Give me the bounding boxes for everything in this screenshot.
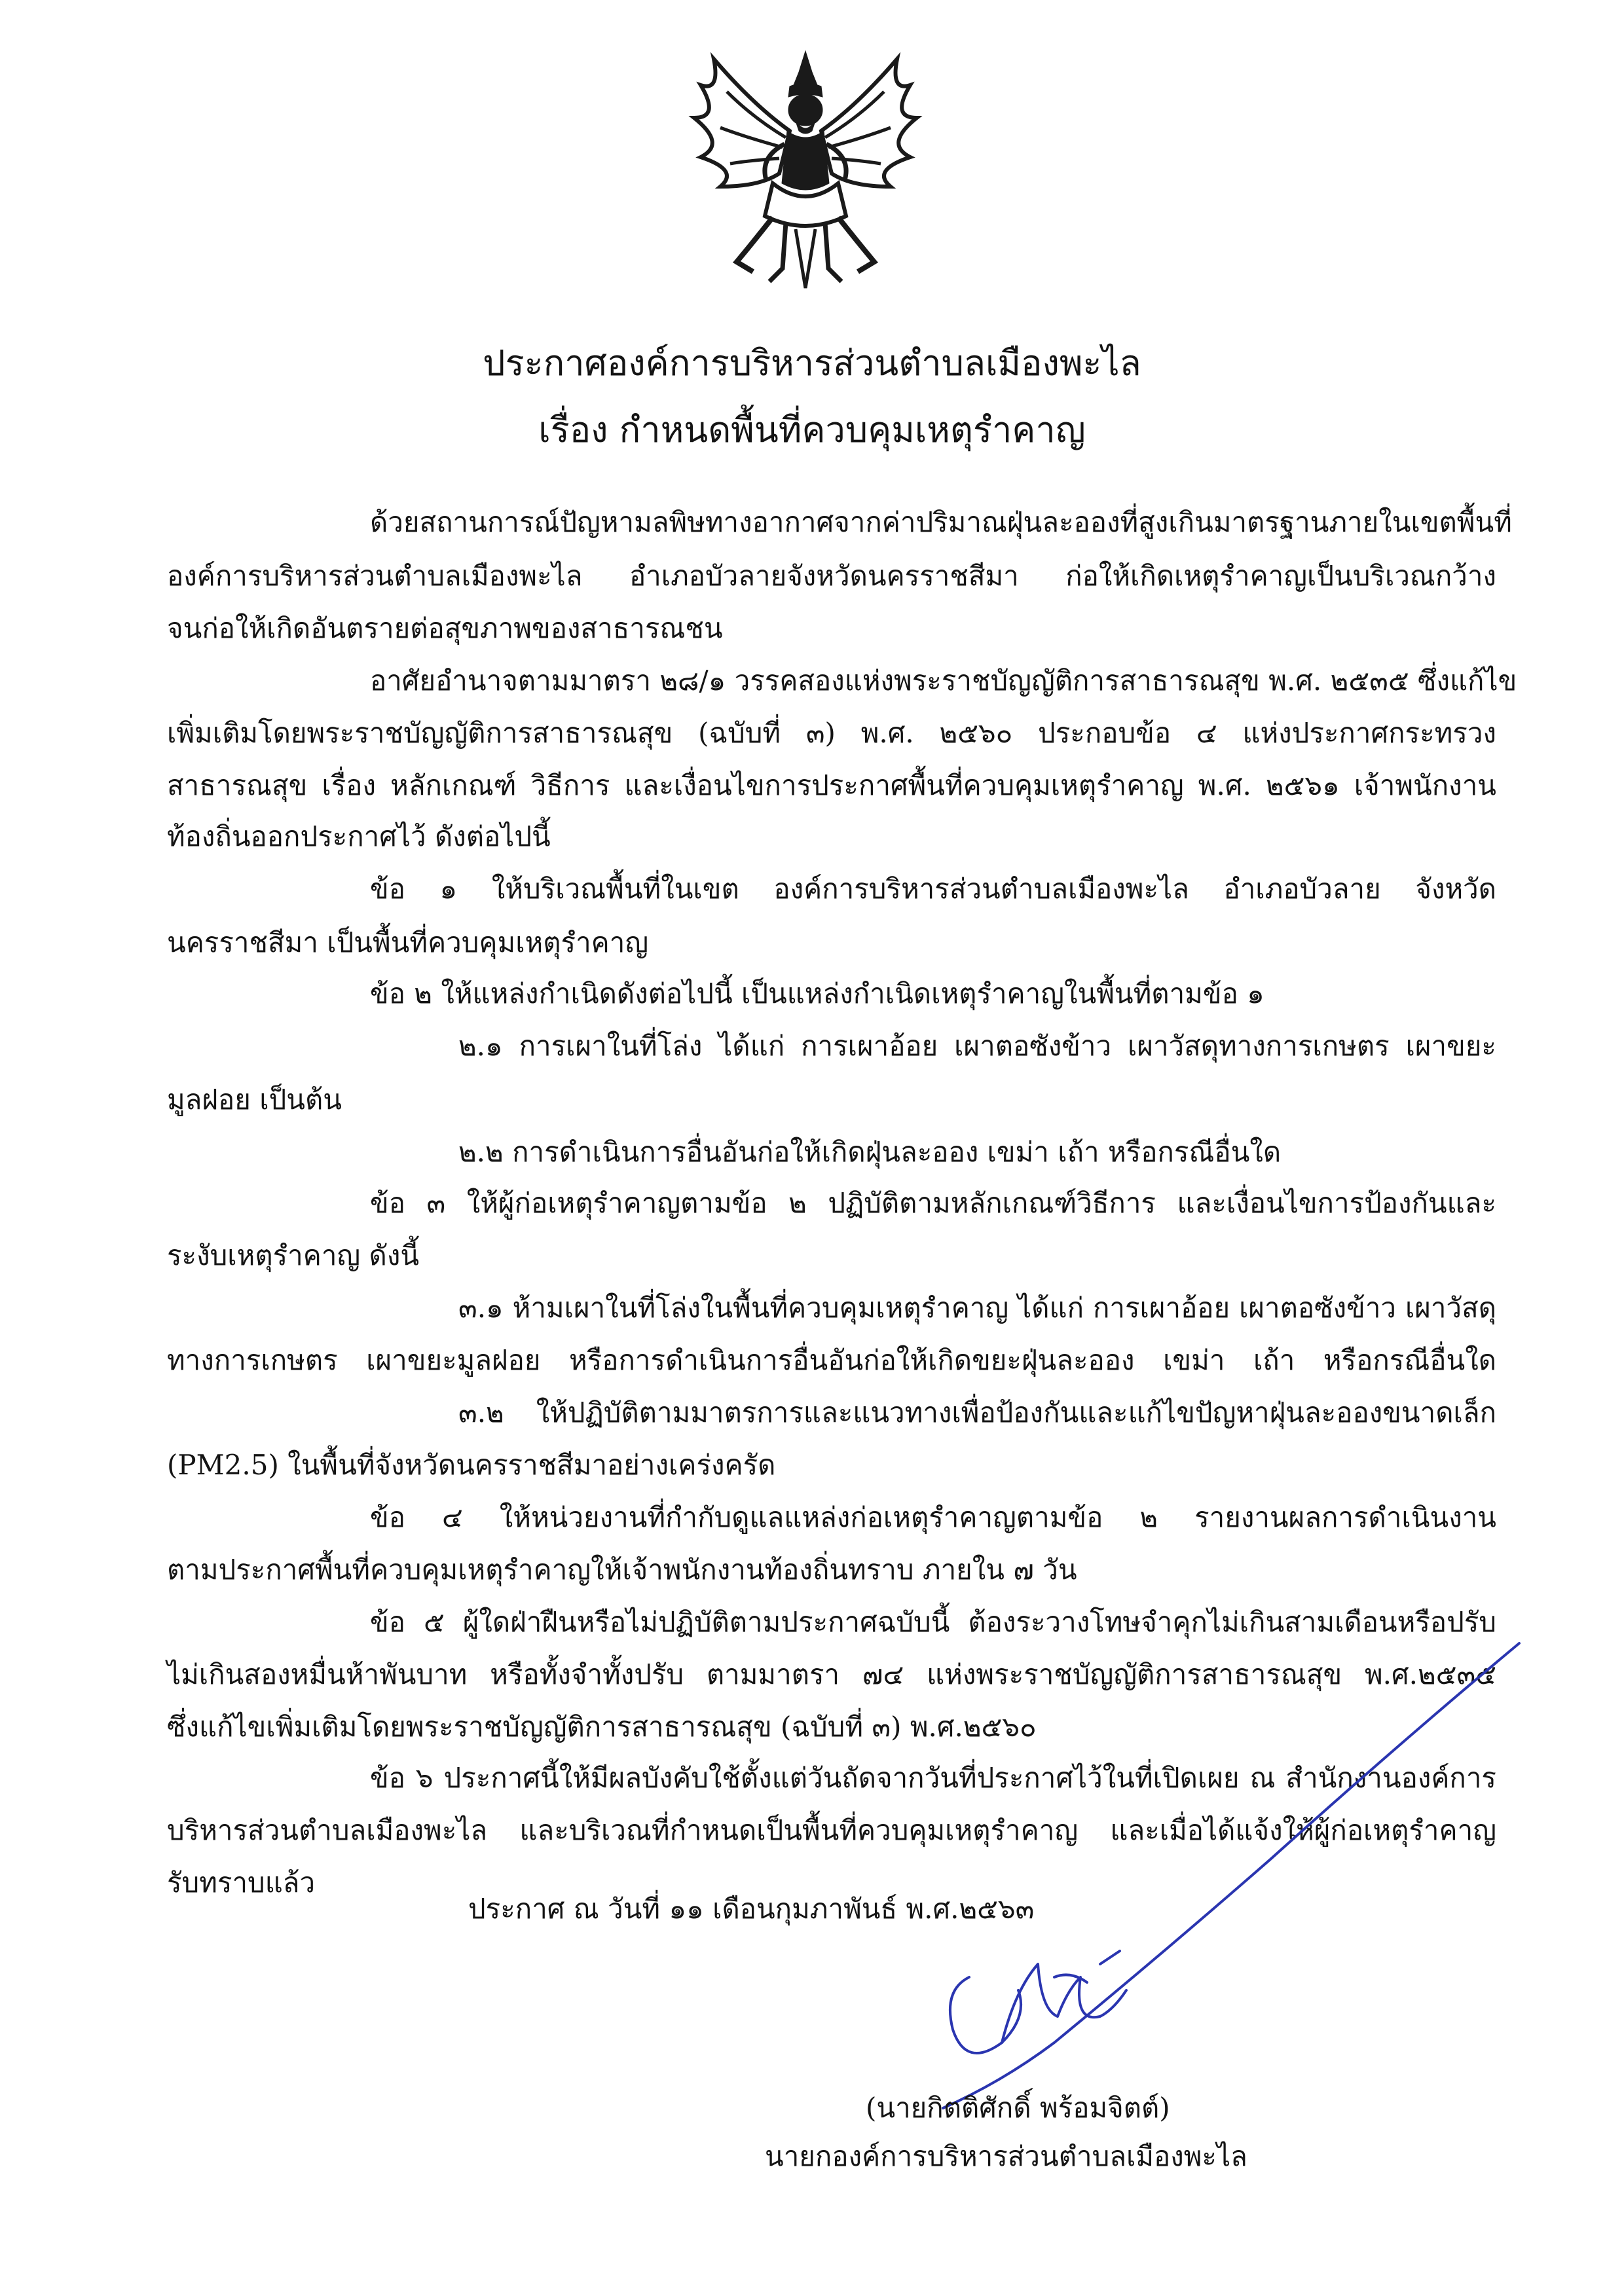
body-line: ข้อ ๒ ให้แหล่งกำเนิดดังต่อไปนี้ เป็นแหล่งกำเนิดเหตุรำคาญในพื้นที่ตามข้อ ๑ xyxy=(370,977,1264,1010)
body-line: (PM2.5) ในพื้นที่จังหวัดนครราชสีมาอย่างเคร่งครัด xyxy=(167,1449,776,1481)
body-line: ระงับเหตุรำคาญ ดังนี้ xyxy=(167,1239,420,1271)
body-line: บริหารส่วนตำบลเมืองพะไล และบริเวณที่กำหนดเป็นพื้นที่ควบคุมเหตุรำคาญ และเมื่อได้แจ้งให้ผู้ก่อเหตุรำคาญ xyxy=(167,1814,1496,1846)
body-line: ด้วยสถานการณ์ปัญหามลพิษทางอากาศจากค่าปริมาณฝุ่นละอองที่สูงเกินมาตรฐานภายในเขตพื้นที่ xyxy=(370,506,1512,538)
announcement-title: ประกาศองค์การบริหารส่วนตำบลเมืองพะไล xyxy=(483,342,1141,384)
body-line: นครราชสีมา เป็นพื้นที่ควบคุมเหตุรำคาญ xyxy=(167,926,649,958)
signer-name: (นายกิตติศักดิ์ พร้อมจิตต์) xyxy=(866,2092,1170,2124)
body-line: ข้อ ๓ ให้ผู้ก่อเหตุรำคาญตามข้อ ๒ ปฏิบัติตามหลักเกณฑ์วิธีการ และเงื่อนไขการป้องกันและ xyxy=(370,1187,1496,1219)
body-line: ท้องถิ่นออกประกาศไว้ ดังต่อไปนี้ xyxy=(167,820,551,852)
body-line: ไม่เกินสองหมื่นห้าพันบาท หรือทั้งจำทั้งปรับ ตามมาตรา ๗๔ แห่งพระราชบัญญัติการสาธารณสุข พ.ศ.๒๕๓๕ xyxy=(167,1658,1496,1690)
body-line: เพิ่มเติมโดยพระราชบัญญัติการสาธารณสุข (ฉบับที่ ๓) พ.ศ. ๒๕๖๐ ประกอบข้อ ๔ แห่งประกาศกระทรวง xyxy=(167,717,1496,749)
body-line: ทางการเกษตร เผาขยะมูลฝอย หรือการดำเนินการอื่นอันก่อให้เกิดขยะฝุ่นละออง เขม่า เถ้า หรือกรณีอื่นใด xyxy=(167,1344,1496,1376)
body-line: ๒.๒ การดำเนินการอื่นอันก่อให้เกิดฝุ่นละออง เขม่า เถ้า หรือกรณีอื่นใด xyxy=(458,1136,1282,1168)
body-line: ข้อ ๖ ประกาศนี้ให้มีผลบังคับใช้ตั้งแต่วันถัดจากวันที่ประกาศไว้ในที่เปิดเผย ณ สำนักงานองค์การ xyxy=(370,1762,1496,1794)
announcement-subject: เรื่อง กำหนดพื้นที่ควบคุมเหตุรำคาญ xyxy=(538,409,1086,450)
body-line: อาศัยอำนาจตามมาตรา ๒๘/๑ วรรคสองแห่งพระราชบัญญัติการสาธารณสุข พ.ศ. ๒๕๓๕ ซึ่งแก้ไข xyxy=(370,665,1517,697)
body-line: องค์การบริหารส่วนตำบลเมืองพะไล อำเภอบัวลายจังหวัดนครราชสีมา ก่อให้เกิดเหตุรำคาญเป็นบริเวณกว้าง xyxy=(167,560,1496,592)
body-line: จนก่อให้เกิดอันตรายต่อสุขภาพของสาธารณชน xyxy=(167,612,723,644)
body-line: มูลฝอย เป็นต้น xyxy=(167,1084,342,1116)
body-line: ๓.๒ ให้ปฏิบัติตามมาตรการและแนวทางเพื่อป้องกันและแก้ไขปัญหาฝุ่นละอองขนาดเล็ก xyxy=(458,1396,1496,1429)
signer-title: นายกองค์การบริหารส่วนตำบลเมืองพะไล xyxy=(765,2140,1247,2172)
body-line: ข้อ ๕ ผู้ใดฝ่าฝืนหรือไม่ปฏิบัติตามประกาศฉบับนี้ ต้องระวางโทษจำคุกไม่เกินสามเดือนหรือปรับ xyxy=(370,1606,1496,1638)
announcement-date: ประกาศ ณ วันที่ ๑๑ เดือนกุมภาพันธ์ พ.ศ.๒๕๖๓ xyxy=(468,1893,1035,1925)
body-line: ข้อ ๑ ให้บริเวณพื้นที่ในเขต องค์การบริหารส่วนตำบลเมืองพะไล อำเภอบัวลาย จังหวัด xyxy=(370,873,1496,905)
body-line: ข้อ ๔ ให้หน่วยงานที่กำกับดูแลแหล่งก่อเหตุรำคาญตามข้อ ๒ รายงานผลการดำเนินงาน xyxy=(370,1501,1496,1533)
body-line: รับทราบแล้ว xyxy=(167,1867,316,1899)
body-line: ๒.๑ การเผาในที่โล่ง ได้แก่ การเผาอ้อย เผาตอซังข้าว เผาวัสดุทางการเกษตร เผาขยะ xyxy=(458,1030,1496,1062)
body-line: ตามประกาศพื้นที่ควบคุมเหตุรำคาญให้เจ้าพนักงานท้องถิ่นทราบ ภายใน ๗ วัน xyxy=(167,1554,1077,1586)
body-line: ซึ่งแก้ไขเพิ่มเติมโดยพระราชบัญญัติการสาธารณสุข (ฉบับที่ ๓) พ.ศ.๒๕๖๐ xyxy=(167,1711,1037,1743)
body-line: สาธารณสุข เรื่อง หลักเกณฑ์ วิธีการ และเงื่อนไขการประกาศพื้นที่ควบคุมเหตุรำคาญ พ.ศ. ๒๕๖๑ เจ้าพนักงาน xyxy=(167,769,1496,801)
body-line: ๓.๑ ห้ามเผาในที่โล่งในพื้นที่ควบคุมเหตุรำคาญ ได้แก่ การเผาอ้อย เผาตอซังข้าว เผาวัสดุ xyxy=(458,1292,1496,1324)
garuda-emblem-icon xyxy=(674,46,936,295)
handwritten-signature xyxy=(904,1624,1532,2121)
